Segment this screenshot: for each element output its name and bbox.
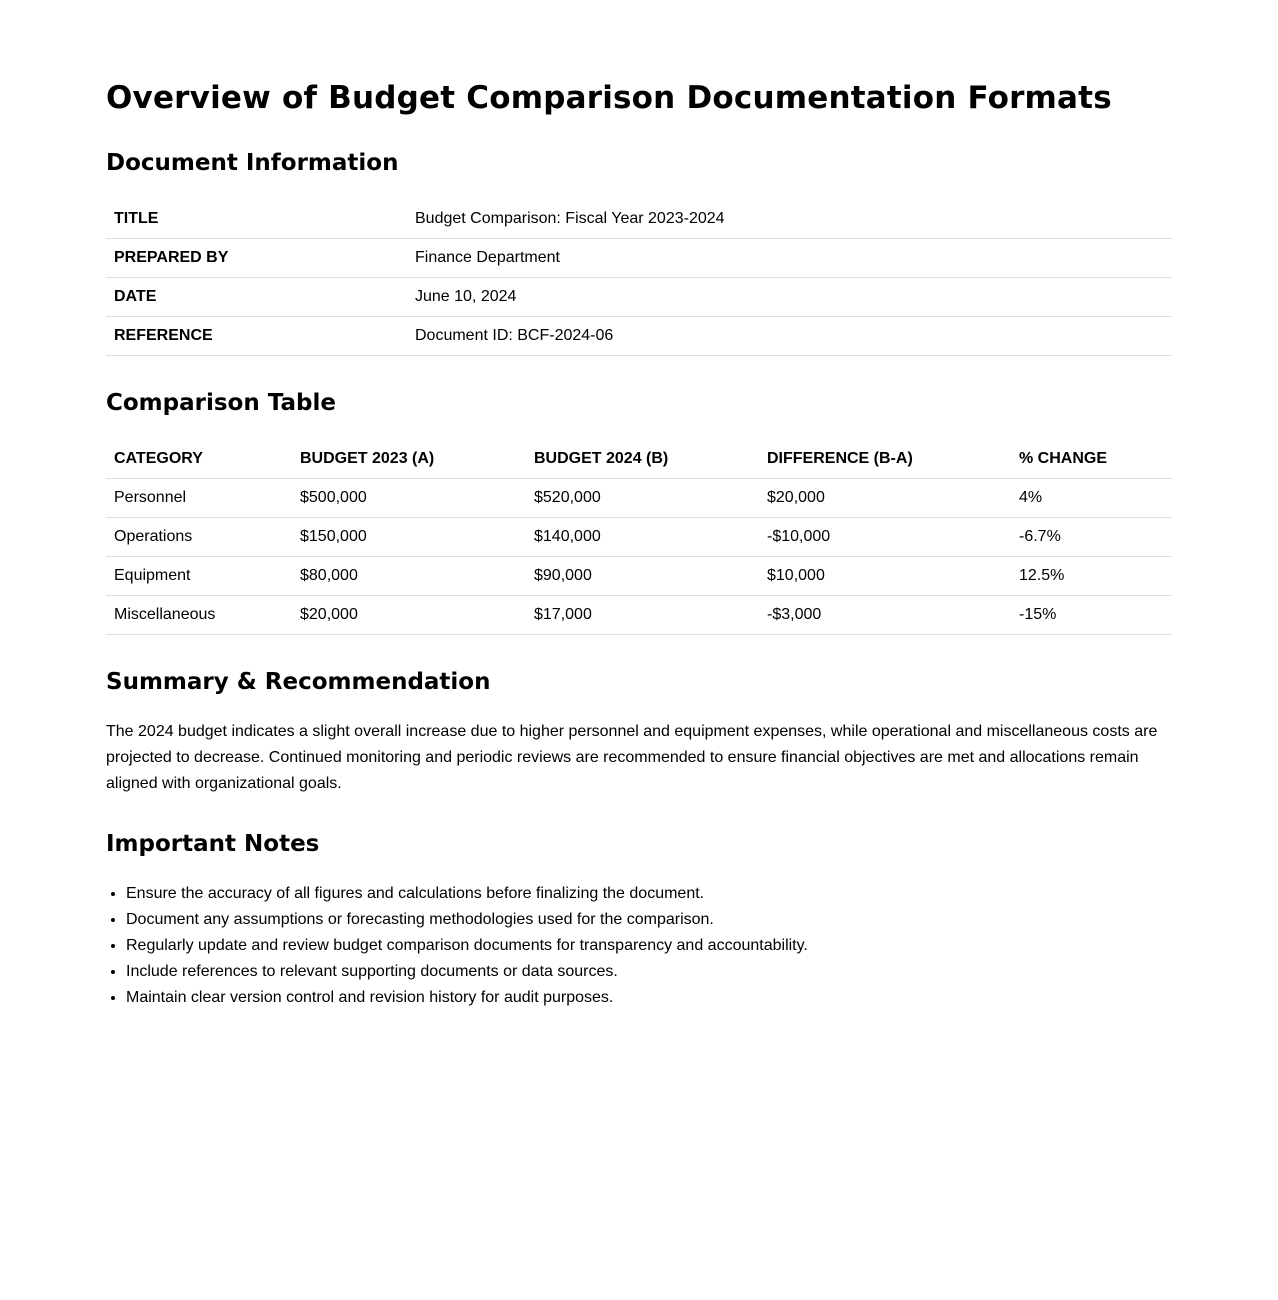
cell-percent-change: -15%	[1011, 596, 1172, 635]
comparison-table	[106, 440, 1172, 635]
cell-budget-2023: $80,000	[292, 557, 526, 596]
column-header-budget-2024: BUDGET 2024 (B)	[526, 440, 759, 479]
cell-category: Miscellaneous	[106, 596, 292, 635]
list-item: • Include references to relevant supporting documents or data sources.	[126, 959, 1172, 985]
doc-info-table	[106, 200, 1172, 356]
doc-info-label: REFERENCE	[106, 317, 407, 356]
doc-info-value: Finance Department	[407, 239, 1172, 278]
cell-category: Equipment	[106, 557, 292, 596]
cell-percent-change: 4%	[1011, 479, 1172, 518]
list-item: • Regularly update and review budget comparison documents for transparency and accountability.	[126, 933, 1172, 959]
cell-difference: -$10,000	[759, 518, 1011, 557]
column-header-percent-change: % CHANGE	[1011, 440, 1172, 479]
notes-heading: Important Notes	[106, 831, 320, 857]
comparison-heading: Comparison Table	[106, 390, 336, 416]
cell-difference: $10,000	[759, 557, 1011, 596]
column-header-category: CATEGORY	[106, 440, 292, 479]
doc-info-heading: Document Information	[106, 150, 399, 176]
table-row	[106, 518, 1172, 557]
cell-percent-change: 12.5%	[1011, 557, 1172, 596]
table-row	[106, 239, 1172, 278]
cell-category: Personnel	[106, 479, 292, 518]
cell-budget-2024: $520,000	[526, 479, 759, 518]
cell-difference: -$3,000	[759, 596, 1011, 635]
cell-budget-2023: $20,000	[292, 596, 526, 635]
summary-heading: Summary & Recommendation	[106, 669, 491, 695]
cell-budget-2023: $150,000	[292, 518, 526, 557]
cell-percent-change: -6.7%	[1011, 518, 1172, 557]
cell-budget-2024: $90,000	[526, 557, 759, 596]
list-item: • Ensure the accuracy of all figures and calculations before finalizing the document.	[126, 881, 1172, 907]
cell-budget-2024: $140,000	[526, 518, 759, 557]
column-header-budget-2023: BUDGET 2023 (A)	[292, 440, 526, 479]
page-title: Overview of Budget Comparison Documentation Formats	[106, 80, 1112, 116]
table-row	[106, 200, 1172, 239]
column-header-difference: DIFFERENCE (B-A)	[759, 440, 1011, 479]
cell-budget-2023: $500,000	[292, 479, 526, 518]
summary-text: The 2024 budget indicates a slight overall increase due to higher personnel and equipment expenses, while operational and miscellaneous costs are projected to decrease. Continued monitoring and periodic reviews are recommended to ensure financial objectives are met and allocations remain aligned with organizational goals.	[106, 723, 1158, 792]
table-header-row	[106, 440, 1172, 479]
table-row	[106, 317, 1172, 356]
doc-info-value: Budget Comparison: Fiscal Year 2023-2024	[407, 200, 1172, 239]
cell-difference: $20,000	[759, 479, 1011, 518]
cell-budget-2024: $17,000	[526, 596, 759, 635]
table-row	[106, 479, 1172, 518]
doc-info-value: Document ID: BCF-2024-06	[407, 317, 1172, 356]
list-item: • Maintain clear version control and revision history for audit purposes.	[126, 985, 1172, 1011]
doc-info-value: June 10, 2024	[407, 278, 1172, 317]
table-row	[106, 278, 1172, 317]
doc-info-label: TITLE	[106, 200, 407, 239]
cell-category: Operations	[106, 518, 292, 557]
table-row	[106, 557, 1172, 596]
list-item: • Document any assumptions or forecasting methodologies used for the comparison.	[126, 907, 1172, 933]
doc-info-label: PREPARED BY	[106, 239, 407, 278]
notes-list	[106, 881, 1172, 1011]
table-row	[106, 596, 1172, 635]
doc-info-label: DATE	[106, 278, 407, 317]
